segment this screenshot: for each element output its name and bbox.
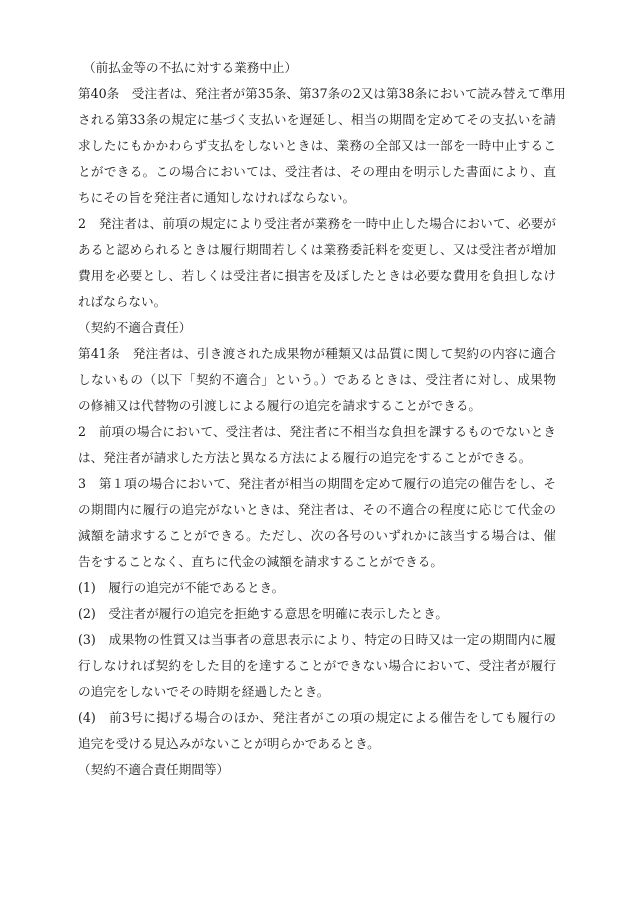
article-41-para-3-line-3: 減額を請求することができる。ただし、次の各号のいずれかに該当する場合は、催 [78,528,556,543]
article-40-line-2: される第33条の規定に基づく支払いを遅延し、相当の期間を定めてその支払いを請 [78,112,556,127]
article-40-line-1: 第40条 受注者は、発注者が第35条、第37条の2又は第38条において読み替えて準用 [78,86,566,101]
list-item-1: (1) 履行の追完が不能であるとき。 [78,580,285,595]
article-41-line-3: の修補又は代替物の引渡しによる履行の追完を請求することができる。 [78,398,481,413]
list-item-3-line-3: の追完をしないでその時期を経過したとき。 [78,684,330,699]
article-40-para-2-line-4: ればならない。 [78,294,167,309]
article-40-para-2-line-2: あると認められるときは履行期間若しくは業務委託料を変更し、又は受注者が増加 [78,242,556,257]
article-41-para-3-line-1: 3 第１項の場合において、発注者が相当の期間を定めて履行の追完の催告をし、そ [78,476,556,491]
list-item-4-line-1: (4) 前3号に掲げる場合のほか、発注者がこの項の規定による催告をしても履行の [78,710,556,725]
heading-article-42: （契約不適合責任期間等） [78,762,230,777]
article-41-para-2-line-2: は、発注者が請求した方法と異なる方法による履行の追完をすることができる。 [78,450,532,465]
article-40-line-5: ちにその旨を発注者に通知しなければならない。 [78,190,356,205]
article-40-line-3: 求したにもかかわらず支払をしないときは、業務の全部又は一部を一時中止するこ [78,138,556,153]
list-item-2: (2) 受注者が履行の追完を拒絶する意思を明確に表示したとき。 [78,606,448,621]
heading-article-41: （契約不適合責任） [78,320,192,335]
article-40-para-2-line-1: 2 発注者は、前項の規定により受注者が業務を一時中止した場合において、必要が [78,216,556,231]
article-41-para-3-line-4: 告をすることなく、直ちに代金の減額を請求することができる。 [78,554,443,569]
article-40-para-2-line-3: 費用を必要とし、若しくは受注者に損害を及ぼしたときは必要な費用を負担しなけ [78,268,556,283]
list-item-3-line-2: 行しなければ契約をした目的を達することができない場合において、受注者が履行 [78,658,556,673]
heading-article-40: （前払金等の不払に対する業務中止） [83,60,298,75]
list-item-3-line-1: (3) 成果物の性質又は当事者の意思表示により、特定の日時又は一定の期間内に履 [78,632,556,647]
list-item-4-line-2: 追完を受ける見込みがないことが明らかであるとき。 [78,736,380,751]
article-40-line-4: とができる。この場合においては、受注者は、その理由を明示した書面により、直 [78,164,556,179]
article-41-para-2-line-1: 2 前項の場合において、受注者は、発注者に不相当な負担を課するものでないとき [78,424,556,439]
article-41-line-1: 第41条 発注者は、引き渡された成果物が種類又は品質に関して契約の内容に適合 [78,346,556,361]
article-41-para-3-line-2: の期間内に履行の追完がないときは、発注者は、その不適合の程度に応じて代金の [78,502,556,517]
article-41-line-2: しないもの（以下「契約不適合」という。）であるときは、受注者に対し、成果物 [78,372,556,387]
